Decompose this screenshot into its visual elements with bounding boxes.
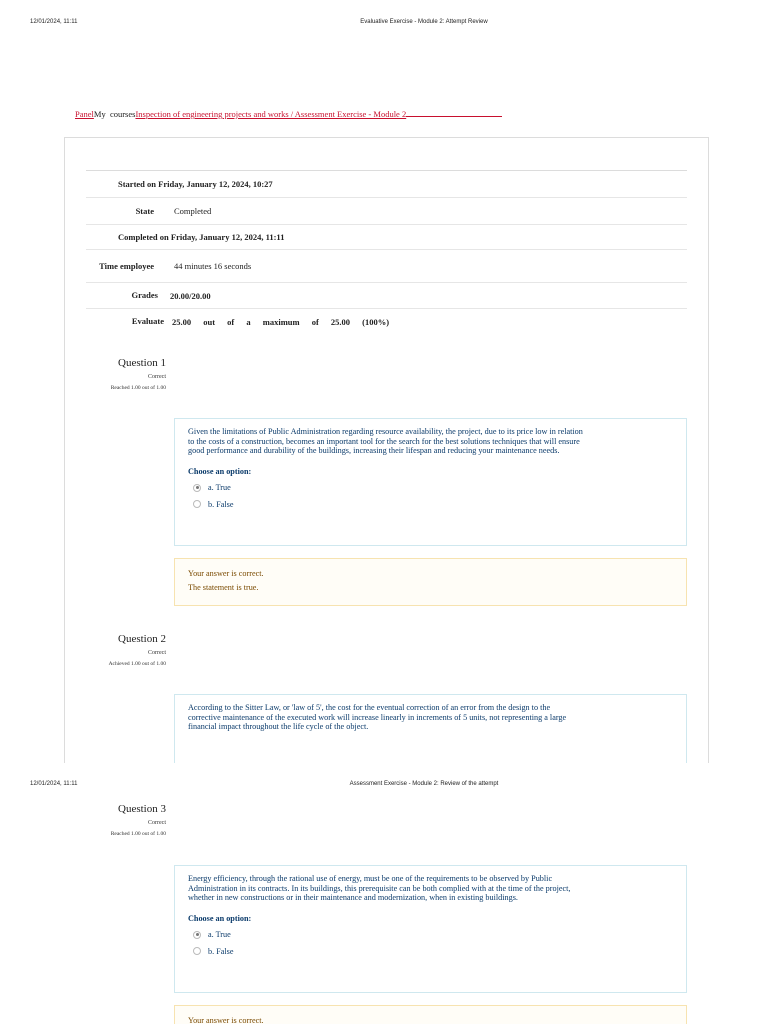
- state-label: State: [135, 205, 154, 216]
- question-grade: Reached 1.00 out of 1.00: [110, 385, 166, 391]
- feedback-line: The statement is true.: [188, 583, 259, 592]
- summary-row-time: [86, 250, 687, 283]
- option-a[interactable]: [188, 930, 673, 940]
- question-1-content: [174, 418, 687, 546]
- option-label: b. False: [208, 946, 234, 956]
- question-text: Energy efficiency, through the rational use of energy, must be one of the requirements to be observed by Public Administration in its contracts. In its buildings, this prerequisite can be both complied with at the time of the project, whether in new constructions or in their maintenance and modernization, when in existing buildings.: [188, 874, 571, 902]
- option-a[interactable]: [188, 483, 673, 493]
- radio-unselected-icon[interactable]: [193, 500, 201, 508]
- grades-value: 20.00/20.00: [170, 290, 211, 301]
- option-b[interactable]: [188, 947, 673, 957]
- state-value: Completed: [174, 206, 212, 216]
- breadcrumb-underline: [406, 108, 502, 117]
- summary-row-grades: [86, 283, 687, 309]
- print-header: [0, 781, 768, 795]
- question-state: Correct: [148, 820, 166, 826]
- summary-row-started: [86, 171, 687, 198]
- choose-option-prompt: Choose an option:: [188, 913, 252, 923]
- completed-on-text: Completed on Friday, January 12, 2024, 11:11: [118, 231, 285, 242]
- radio-selected-icon[interactable]: [193, 484, 201, 492]
- print-datetime: 12/01/2024, 11:11: [30, 19, 78, 25]
- question-grade: Reached 1.00 out of 1.00: [110, 831, 166, 837]
- radio-unselected-icon[interactable]: [193, 947, 201, 955]
- question-text: Given the limitations of Public Administration regarding resource availability, the project, due to its price low in relation to the costs of a construction, becomes an important tool for the search for the best solutions techniques that will ensure good performance and durability of the buildings, increasing their lifespan and reducing your maintenance needs.: [188, 427, 583, 455]
- option-b[interactable]: [188, 500, 673, 510]
- breadcrumb-course-link[interactable]: Inspection of engineering projects and works / Assessment Exercise - Module 2: [135, 109, 407, 119]
- question-number: Question 1: [118, 357, 166, 369]
- time-value: 44 minutes 16 seconds: [174, 261, 252, 271]
- option-label: a. True: [208, 930, 231, 939]
- breadcrumb: [75, 108, 502, 119]
- print-header: [0, 19, 768, 33]
- feedback-line: Your answer is correct.: [188, 1016, 264, 1025]
- option-label: a. True: [208, 483, 231, 492]
- question-3-info: [80, 803, 166, 837]
- question-state: Correct: [148, 374, 166, 380]
- time-label: Time employee: [99, 260, 154, 271]
- question-2-content: [174, 694, 687, 763]
- summary-row-evaluate: [86, 309, 687, 334]
- breadcrumb-courses: courses: [109, 109, 136, 119]
- summary-row-state: [86, 198, 687, 225]
- choose-option-prompt: Choose an option:: [188, 466, 252, 476]
- grades-label: Grades: [131, 290, 158, 300]
- question-3-feedback: [174, 1005, 687, 1024]
- feedback-line: Your answer is correct.: [188, 569, 264, 578]
- question-2-info: [80, 633, 166, 667]
- attempt-summary-table: [86, 170, 687, 334]
- evaluate-value: 25.00 out of a maximum of 25.00 (100%): [172, 316, 390, 327]
- question-number: Question 2: [118, 633, 166, 645]
- question-grade: Achieved 1.00 out of 1.00: [108, 661, 166, 667]
- question-1-info: [80, 357, 166, 391]
- breadcrumb-panel-link[interactable]: Panel: [75, 109, 94, 119]
- summary-row-completed: [86, 225, 687, 250]
- evaluate-label: Evaluate: [131, 316, 164, 326]
- started-on-text: Started on Friday, January 12, 2024, 10:27: [118, 178, 273, 189]
- print-title: Assessment Exercise - Module 2: Review of the attempt: [349, 781, 499, 787]
- radio-selected-icon[interactable]: [193, 931, 201, 939]
- question-number: Question 3: [118, 803, 166, 815]
- print-title: Evaluative Exercise - Module 2: Attempt Review: [360, 19, 488, 25]
- question-state: Correct: [148, 650, 166, 656]
- question-text: According to the Sitter Law, or 'law of 5', the cost for the eventual correction of an error from the design to the corrective maintenance of the executed work will increase linearly in increments of 5 units, not representing a large financial impact throughout the life cycle of the object.: [188, 703, 567, 731]
- option-label: b. False: [208, 499, 234, 509]
- question-3-content: [174, 865, 687, 993]
- print-datetime: 12/01/2024, 11:11: [30, 781, 78, 787]
- question-1-feedback: [174, 558, 687, 606]
- breadcrumb-my: My: [93, 109, 106, 119]
